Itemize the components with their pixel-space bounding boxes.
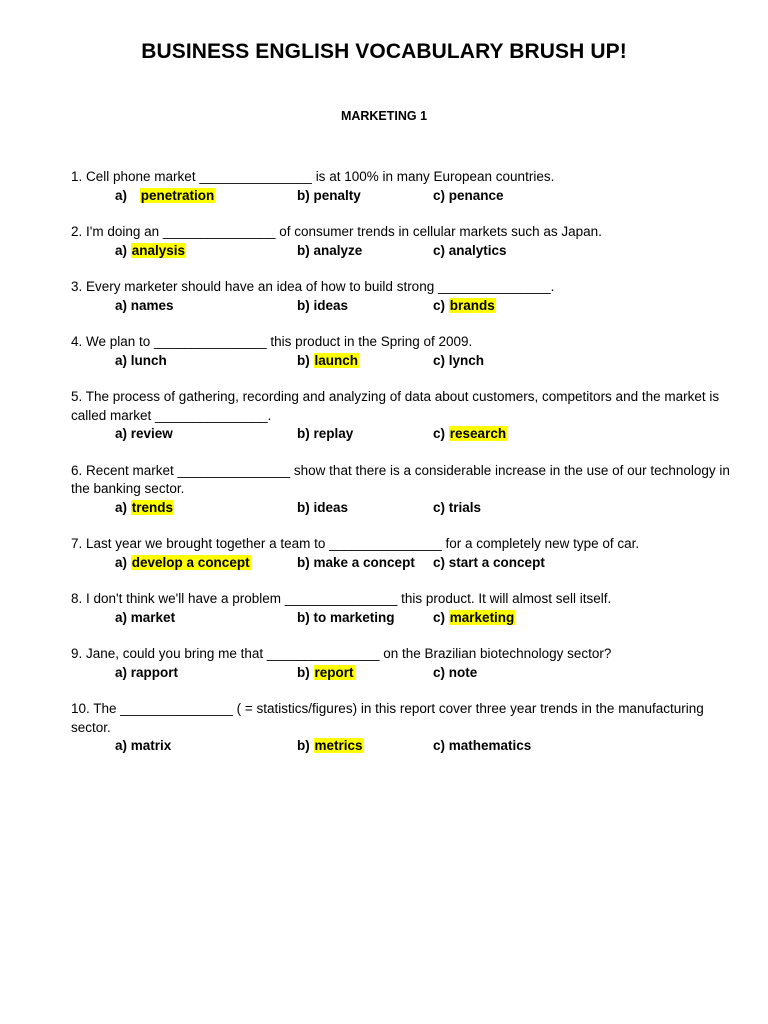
question-6 <box>71 462 731 518</box>
question-1 <box>71 168 731 205</box>
question-stem: 8. I don't think we'll have a problem _______________ this product. It will almost sell itself. <box>71 591 612 606</box>
option-text-highlighted: develop a concept <box>131 554 250 570</box>
option-prefix: c) <box>433 554 446 570</box>
option-prefix: c) <box>433 242 446 258</box>
answer-options <box>71 352 731 371</box>
option-prefix: a) <box>115 426 128 441</box>
option-c <box>433 737 531 756</box>
option-text: make a concept <box>313 554 415 570</box>
answer-options <box>71 664 731 683</box>
option-text: trials <box>448 499 482 515</box>
option-text-highlighted: trends <box>131 499 174 515</box>
answer-options <box>71 499 731 518</box>
option-b <box>297 297 348 316</box>
question-2 <box>71 223 731 260</box>
answer-options <box>71 242 731 261</box>
option-c <box>433 609 515 628</box>
option-text: lynch <box>448 352 485 368</box>
option-prefix: b) <box>297 664 310 680</box>
option-text: mathematics <box>448 738 532 753</box>
option-text: penance <box>448 187 504 203</box>
option-prefix: c) <box>433 187 446 203</box>
option-b <box>297 425 353 444</box>
option-text-highlighted: research <box>449 426 507 441</box>
question-stem: 3. Every marketer should have an idea of how to build strong _______________. <box>71 279 555 294</box>
option-a <box>115 425 173 444</box>
option-text: names <box>130 297 174 313</box>
option-prefix: b) <box>297 426 310 441</box>
option-c <box>433 554 545 573</box>
question-stem: 1. Cell phone market _______________ is at 100% in many European countries. <box>71 169 555 184</box>
question-5 <box>71 388 731 444</box>
option-c <box>433 664 477 683</box>
option-prefix: a) <box>115 499 128 515</box>
option-text: rapport <box>130 664 179 680</box>
option-text: start a concept <box>448 554 545 570</box>
answer-options <box>71 737 731 756</box>
option-b <box>297 242 362 261</box>
option-b <box>297 609 395 628</box>
option-b <box>297 187 361 206</box>
option-prefix: c) <box>433 297 446 313</box>
question-3 <box>71 278 731 315</box>
option-text: analyze <box>313 242 363 258</box>
option-a <box>115 187 215 206</box>
option-b <box>297 499 348 518</box>
question-list <box>71 168 731 774</box>
option-prefix: c) <box>433 352 446 368</box>
option-prefix: a) <box>115 609 128 625</box>
option-c <box>433 499 481 518</box>
option-text: ideas <box>313 297 349 313</box>
question-stem: 7. Last year we brought together a team to _______________ for a completely new type of car. <box>71 536 640 551</box>
question-7 <box>71 535 731 572</box>
option-text: ideas <box>313 499 349 515</box>
option-text-highlighted: penetration <box>140 187 215 203</box>
option-prefix: a) <box>115 664 128 680</box>
option-text-highlighted: analysis <box>131 242 186 258</box>
option-prefix: a) <box>115 187 128 203</box>
option-prefix: b) <box>297 499 310 515</box>
question-stem: 6. Recent market _______________ show that there is a considerable increase in the use of our technology in the banking sector. <box>71 462 730 496</box>
option-a <box>115 609 175 628</box>
option-text: market <box>130 609 176 625</box>
option-prefix: b) <box>297 187 310 203</box>
option-a <box>115 297 174 316</box>
option-text: to marketing <box>313 609 395 625</box>
option-a <box>115 499 174 518</box>
answer-options <box>71 297 731 316</box>
option-b <box>297 352 359 371</box>
question-4 <box>71 333 731 370</box>
option-prefix: b) <box>297 609 310 625</box>
option-text: replay <box>313 426 354 441</box>
option-prefix: b) <box>297 297 310 313</box>
question-10 <box>71 700 731 756</box>
option-prefix: b) <box>297 554 310 570</box>
question-stem: 4. We plan to _______________ this product in the Spring of 2009. <box>71 334 473 349</box>
option-prefix: b) <box>297 738 310 753</box>
question-stem: 10. The _______________ ( = statistics/figures) in this report cover three year trends in the manufacturing sector. <box>71 701 704 735</box>
question-stem: 5. The process of gathering, recording and analyzing of data about customers, competitors and the market is called market _______________. <box>71 389 720 423</box>
option-prefix: c) <box>433 499 446 515</box>
option-text-highlighted: report <box>314 664 354 680</box>
answer-options <box>71 609 731 628</box>
option-c <box>433 425 507 444</box>
option-text-highlighted: launch <box>314 352 359 368</box>
option-text: note <box>448 664 478 680</box>
option-prefix: b) <box>297 242 310 258</box>
option-b <box>297 554 415 573</box>
option-c <box>433 242 507 261</box>
page-title: BUSINESS ENGLISH VOCABULARY BRUSH UP! <box>141 40 627 63</box>
option-text-highlighted: brands <box>449 297 495 313</box>
option-text: lunch <box>130 352 167 368</box>
option-prefix: a) <box>115 738 128 753</box>
option-text: matrix <box>130 738 172 753</box>
option-a <box>115 664 178 683</box>
question-stem: 9. Jane, could you bring me that _______________ on the Brazilian biotechnology sector? <box>71 646 612 661</box>
answer-options <box>71 554 731 573</box>
option-prefix: c) <box>433 426 446 441</box>
question-stem: 2. I'm doing an _______________ of consumer trends in cellular markets such as Japan. <box>71 224 602 239</box>
option-c <box>433 187 504 206</box>
option-a <box>115 554 251 573</box>
option-b <box>297 737 364 756</box>
option-a <box>115 352 167 371</box>
option-prefix: a) <box>115 242 128 258</box>
option-text: review <box>130 426 173 441</box>
option-c <box>433 352 484 371</box>
option-a <box>115 242 186 261</box>
option-b <box>297 664 355 683</box>
option-c <box>433 297 496 316</box>
option-prefix: c) <box>433 738 446 753</box>
answer-options <box>71 187 731 206</box>
option-prefix: a) <box>115 352 128 368</box>
option-prefix: a) <box>115 554 128 570</box>
option-text: analytics <box>448 242 507 258</box>
option-prefix: c) <box>433 609 446 625</box>
option-text-highlighted: metrics <box>314 738 363 753</box>
option-text: penalty <box>313 187 361 203</box>
answer-options <box>71 425 731 444</box>
option-prefix: b) <box>297 352 310 368</box>
question-9 <box>71 645 731 682</box>
section-title: MARKETING 1 <box>340 109 428 123</box>
option-prefix: a) <box>115 297 128 313</box>
question-8 <box>71 590 731 627</box>
option-a <box>115 737 171 756</box>
option-prefix: c) <box>433 664 446 680</box>
option-text-highlighted: marketing <box>449 609 515 625</box>
